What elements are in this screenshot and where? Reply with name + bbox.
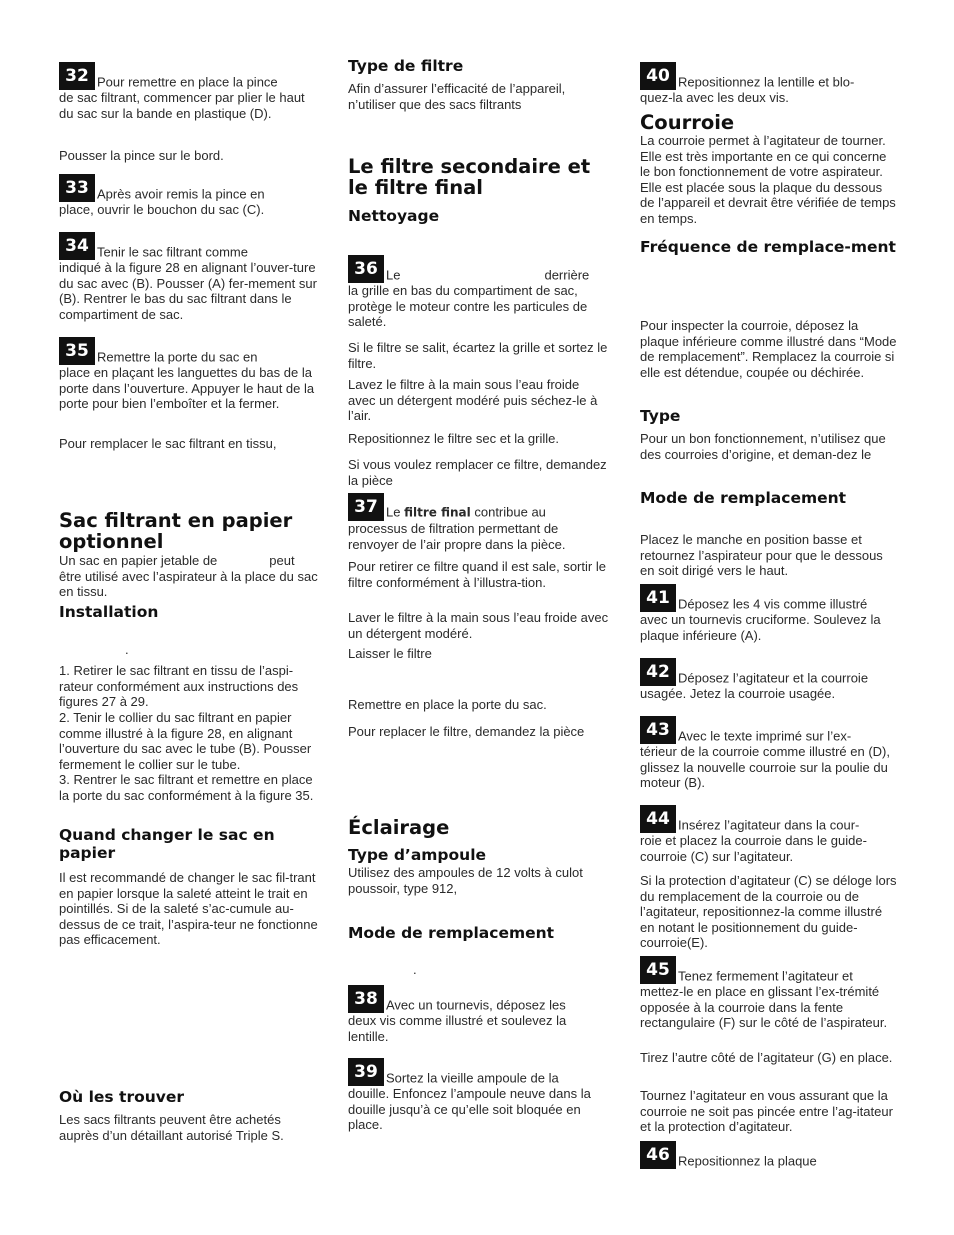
- step-number-badge: 38: [348, 985, 384, 1013]
- paragraph: Si vous voulez remplacer ce filtre, demandez la pièce: [348, 457, 607, 488]
- paragraph: Pour replacer le filtre, demandez la pièce: [348, 724, 585, 739]
- subheading: Où les trouver: [59, 1088, 185, 1106]
- paragraph: Laisser le filtre: [348, 646, 432, 661]
- paragraph: Un sac en papier jetable de peut être utilisé avec l’aspirateur à la place du sac en tissu.: [59, 553, 318, 600]
- step-38: 38 Avec un tournevis, déposez les deux vis comme illustré et soulevez la lentille.: [348, 985, 610, 1044]
- step-33: 33 Après avoir remis la pince en place, ouvrir le bouchon du sac (C).: [59, 174, 319, 218]
- step-number-badge: 33: [59, 174, 95, 202]
- paragraph: Tirez l’autre côté de l’agitateur (G) en place.: [640, 1050, 893, 1065]
- step-39: 39 Sortez la vieille ampoule de la douille. Enfoncez l’ampoule neuve dans la douille jusqu’à ce qu’elle soit bloquée en place.: [348, 1058, 610, 1133]
- step-number-badge: 40: [640, 62, 676, 90]
- subheading: Type: [640, 407, 681, 425]
- paragraph: Pour un bon fonctionnement, n’utilisez que des courroies d’origine, et deman-dez le: [640, 431, 886, 462]
- paragraph: Pour retirer ce filtre quand il est sale, sortir le filtre conformément à l’illustra-tion.: [348, 559, 606, 590]
- paragraph: Utilisez des ampoules de 12 volts à culot poussoir, type 912,: [348, 865, 583, 896]
- step-number-badge: 37: [348, 493, 384, 521]
- section-heading: Courroie: [640, 111, 735, 134]
- subheading: Quand changer le sac en papier: [59, 826, 275, 862]
- step-41: 41 Déposez les 4 vis comme illustré avec un tournevis cruciforme. Soulevez la plaque inférieure (A).: [640, 584, 898, 643]
- step-number-badge: 39: [348, 1058, 384, 1086]
- step-number-badge: 42: [640, 658, 676, 686]
- step-number-badge: 46: [640, 1141, 676, 1169]
- step-40: 40 Repositionnez la lentille et blo- quez-la avec les deux vis.: [640, 62, 898, 106]
- paragraph: .: [413, 962, 417, 977]
- step-number-badge: 36: [348, 255, 384, 283]
- step-number-badge: 35: [59, 337, 95, 365]
- subheading: Type de filtre: [348, 57, 464, 75]
- step-32: 32 Pour remettre en place la pince de sac filtrant, commencer par plier le haut du sac sur la bande en plastique (D).: [59, 62, 319, 121]
- step-42: 42 Déposez l’agitateur et la courroie usagée. Jetez la courroie usagée.: [640, 658, 898, 702]
- paragraph: Tournez l’agitateur en vous assurant que la courroie ne soit pas pincée entre l’ag-itateur et la protection d’agitateur.: [640, 1088, 893, 1135]
- paragraph: Les sacs filtrants peuvent être achetés auprès d’un détaillant autorisé Triple S.: [59, 1112, 284, 1143]
- paragraph: Il est recommandé de changer le sac fil-trant en papier lorsque la saleté atteint le trait en pointillés. Si de la saleté s’ac-cumule au-dessus de ce trait, l’aspira-teur ne fonctionne pas efficacement.: [59, 870, 318, 948]
- list-item: 2. Tenir le collier du sac filtrant en papier comme illustré à la figure 28, en alignant l’ouverture du sac avec le tube (B). Pousser fermement le collier sur le tube.: [59, 710, 312, 772]
- paragraph: La courroie permet à l’agitateur de tourner. Elle est très importante en ce qui concerne le bon fonctionnement de votre aspirateur. Elle est placée sous la plaque du dessous de l’appareil et devrait être vérifiée de temps en temps.: [640, 133, 896, 226]
- subheading: Nettoyage: [348, 207, 440, 225]
- section-heading: Le filtre secondaire et le filtre final: [348, 155, 591, 199]
- step-number-badge: 34: [59, 232, 95, 260]
- section-heading: Sac filtrant en papier optionnel: [59, 509, 293, 553]
- step-number-badge: 41: [640, 584, 676, 612]
- paragraph: .: [125, 642, 129, 657]
- subheading: Mode de remplacement: [640, 489, 847, 507]
- paragraph: Si le filtre se salit, écartez la grille et sortez le filtre.: [348, 340, 608, 371]
- paragraph: Si la protection d’agitateur (C) se déloge lors du remplacement de la courroie ou de l’agitateur, repositionnez-la comme illustré en notant le positionnement du guide-courroie(E).: [640, 873, 897, 951]
- subheading: Type d’ampoule: [348, 846, 487, 864]
- paragraph: Placez le manche en position basse et retournez l’aspirateur pour que le dessous en soit dirigé vers le haut.: [640, 532, 883, 579]
- list-item: 3. Rentrer le sac filtrant et remettre en place la porte du sac conformément à la figure 35.: [59, 772, 314, 803]
- paragraph: Pour remplacer le sac filtrant en tissu,: [59, 436, 277, 451]
- step-34: 34 Tenir le sac filtrant comme indiqué à la figure 28 en alignant l’ouver-ture du sac avec (B). Pousser (A) fer-mement sur (B). Rentrer le bas du sac filtrant dans le compartiment de sac.: [59, 232, 319, 322]
- step-46: 46 Repositionnez la plaque: [640, 1141, 898, 1169]
- paragraph: Repositionnez le filtre sec et la grille.: [348, 431, 559, 446]
- paragraph: Afin d’assurer l’efficacité de l’appareil, n’utiliser que des sacs filtrants: [348, 81, 566, 112]
- step-44: 44 Insérez l’agitateur dans la cour- roie et placez la courroie dans le guide-courroie (C) sur l’agitateur.: [640, 805, 898, 864]
- step-number-badge: 45: [640, 956, 676, 984]
- step-number-badge: 43: [640, 716, 676, 744]
- step-43: 43 Avec le texte imprimé sur l’ex- térieur de la courroie comme illustré en (D), glissez la nouvelle courroie sur la poulie du moteur (B).: [640, 716, 898, 791]
- subheading: Installation: [59, 603, 159, 621]
- step-37: 37 Le filtre final contribue au processus de filtration permettant de renvoyer de l’air propre dans la pièce.: [348, 493, 610, 552]
- step-number-badge: 44: [640, 805, 676, 833]
- list-item: 1. Retirer le sac filtrant en tissu de l’aspi-rateur conformément aux instructions des figures 27 à 29.: [59, 663, 299, 710]
- paragraph: Pousser la pince sur le bord.: [59, 148, 224, 163]
- paragraph: Lavez le filtre à la main sous l’eau froide avec un détergent modéré puis séchez-le à l’air.: [348, 377, 598, 424]
- step-36: 36 Le derrière la grille en bas du compartiment de sac, protège le moteur contre les particules de saleté.: [348, 255, 610, 330]
- subheading: Mode de remplacement: [348, 924, 555, 942]
- step-number-badge: 32: [59, 62, 95, 90]
- step-45: 45 Tenez fermement l’agitateur et mettez-le en place en glissant l’ex-trémité opposée à la courroie dans la fente rectangulaire (F) sur le côté de l’aspirateur.: [640, 956, 898, 1031]
- section-heading: Éclairage: [348, 816, 450, 839]
- step-35: 35 Remettre la porte du sac en place en plaçant les languettes du bas de la porte dans l’ouverture. Appuyer le haut de la porte pour bien l’emboîter et la fermer.: [59, 337, 319, 412]
- subheading: Fréquence de remplace-ment: [640, 238, 896, 256]
- paragraph: Remettre en place la porte du sac.: [348, 697, 547, 712]
- paragraph: Pour inspecter la courroie, déposez la plaque inférieure comme illustré dans “Mode de remplacement”. Remplacez la courroie si elle est détendue, coupée ou déchirée.: [640, 318, 897, 380]
- paragraph: Laver le filtre à la main sous l’eau froide avec un détergent modéré.: [348, 610, 609, 641]
